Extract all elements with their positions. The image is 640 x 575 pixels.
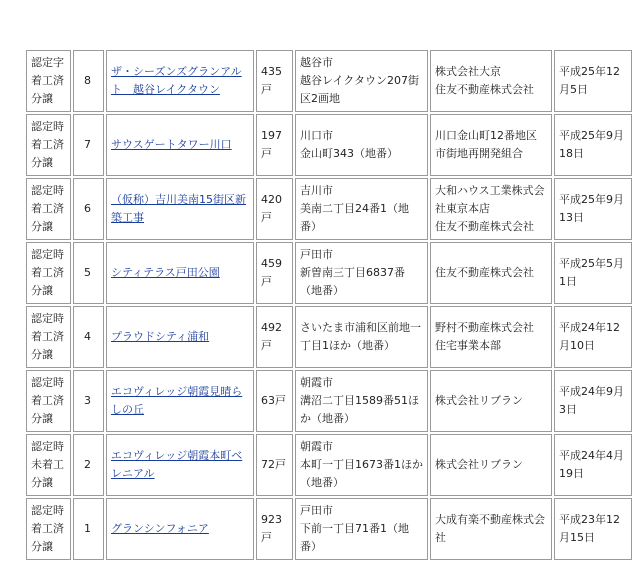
date-cell: 平成24年9月3日 (554, 370, 632, 432)
address-cell: 朝霞市 溝沼二丁目1589番51ほか（地番） (295, 370, 428, 432)
address-cell: さいたま市浦和区前地一丁目1ほか（地番） (295, 306, 428, 368)
property-link[interactable]: シティテラス戸田公園 (111, 266, 220, 279)
property-link[interactable]: グランシンフォニア (111, 522, 209, 535)
number-cell: 5 (73, 242, 104, 304)
units-cell: 197戸 (256, 114, 293, 176)
name-cell (106, 498, 254, 560)
number-cell: 4 (73, 306, 104, 368)
table-row (26, 114, 632, 176)
property-link[interactable]: エコヴィレッジ朝霞見晴らしの丘 (111, 385, 243, 416)
table-row (26, 242, 632, 304)
table-row (26, 50, 632, 112)
units-cell: 492戸 (256, 306, 293, 368)
status-cell: 認定時着工済分譲 (26, 242, 71, 304)
number-cell: 7 (73, 114, 104, 176)
table-row (26, 306, 632, 368)
table-row (26, 434, 632, 496)
builder-cell: 株式会社リブラン (430, 370, 552, 432)
address-cell: 川口市 金山町343（地番） (295, 114, 428, 176)
status-cell: 認定時着工済分譲 (26, 114, 71, 176)
date-cell: 平成25年12月5日 (554, 50, 632, 112)
date-cell: 平成25年5月1日 (554, 242, 632, 304)
number-cell: 3 (73, 370, 104, 432)
builder-cell: 住友不動産株式会社 (430, 242, 552, 304)
address-cell: 朝霞市 本町一丁目1673番1ほか（地番） (295, 434, 428, 496)
table-row (26, 178, 632, 240)
property-link[interactable]: （仮称）吉川美南15街区新築工事 (111, 193, 246, 224)
date-cell: 平成23年12月15日 (554, 498, 632, 560)
property-link[interactable]: ザ・シーズンズグランアルト 越谷レイクタウン (111, 65, 242, 96)
name-cell (106, 306, 254, 368)
builder-cell: 大和ハウス工業株式会社東京本店 住友不動産株式会社 (430, 178, 552, 240)
number-cell: 8 (73, 50, 104, 112)
units-cell: 72戸 (256, 434, 293, 496)
units-cell: 420戸 (256, 178, 293, 240)
address-cell: 吉川市 美南二丁目24番1（地番） (295, 178, 428, 240)
name-cell (106, 178, 254, 240)
units-cell: 923戸 (256, 498, 293, 560)
property-link[interactable]: プラウドシティ浦和 (111, 330, 210, 343)
status-cell: 認定時未着工分譲 (26, 434, 71, 496)
name-cell (106, 370, 254, 432)
builder-cell: 株式会社リブラン (430, 434, 552, 496)
builder-cell: 株式会社大京 住友不動産株式会社 (430, 50, 552, 112)
builder-cell: 大成有楽不動産株式会社 (430, 498, 552, 560)
builder-cell: 野村不動産株式会社 住宅事業本部 (430, 306, 552, 368)
date-cell: 平成25年9月18日 (554, 114, 632, 176)
number-cell: 2 (73, 434, 104, 496)
name-cell (106, 434, 254, 496)
status-cell: 認定時着工済分譲 (26, 370, 71, 432)
units-cell: 435戸 (256, 50, 293, 112)
name-cell (106, 50, 254, 112)
date-cell: 平成25年9月13日 (554, 178, 632, 240)
address-cell: 戸田市 新曽南三丁目6837番（地番） (295, 242, 428, 304)
certification-table (24, 48, 634, 562)
property-link[interactable]: サウスゲートタワー川口 (111, 138, 232, 151)
units-cell: 459戸 (256, 242, 293, 304)
status-cell: 認定時着工済分譲 (26, 178, 71, 240)
status-cell: 認定時着工済分譲 (26, 498, 71, 560)
property-link[interactable]: エコヴィレッジ朝霞本町ベレニアル (111, 449, 243, 480)
number-cell: 1 (73, 498, 104, 560)
status-cell: 認定字着工済分譲 (26, 50, 71, 112)
table-row (26, 498, 632, 560)
address-cell: 戸田市 下前一丁目71番1（地番） (295, 498, 428, 560)
date-cell: 平成24年12月10日 (554, 306, 632, 368)
name-cell (106, 242, 254, 304)
address-cell: 越谷市 越谷レイクタウン207街区2画地 (295, 50, 428, 112)
units-cell: 63戸 (256, 370, 293, 432)
name-cell (106, 114, 254, 176)
date-cell: 平成24年4月19日 (554, 434, 632, 496)
table-row (26, 370, 632, 432)
builder-cell: 川口金山町12番地区市街地再開発組合 (430, 114, 552, 176)
number-cell: 6 (73, 178, 104, 240)
status-cell: 認定時着工済分譲 (26, 306, 71, 368)
